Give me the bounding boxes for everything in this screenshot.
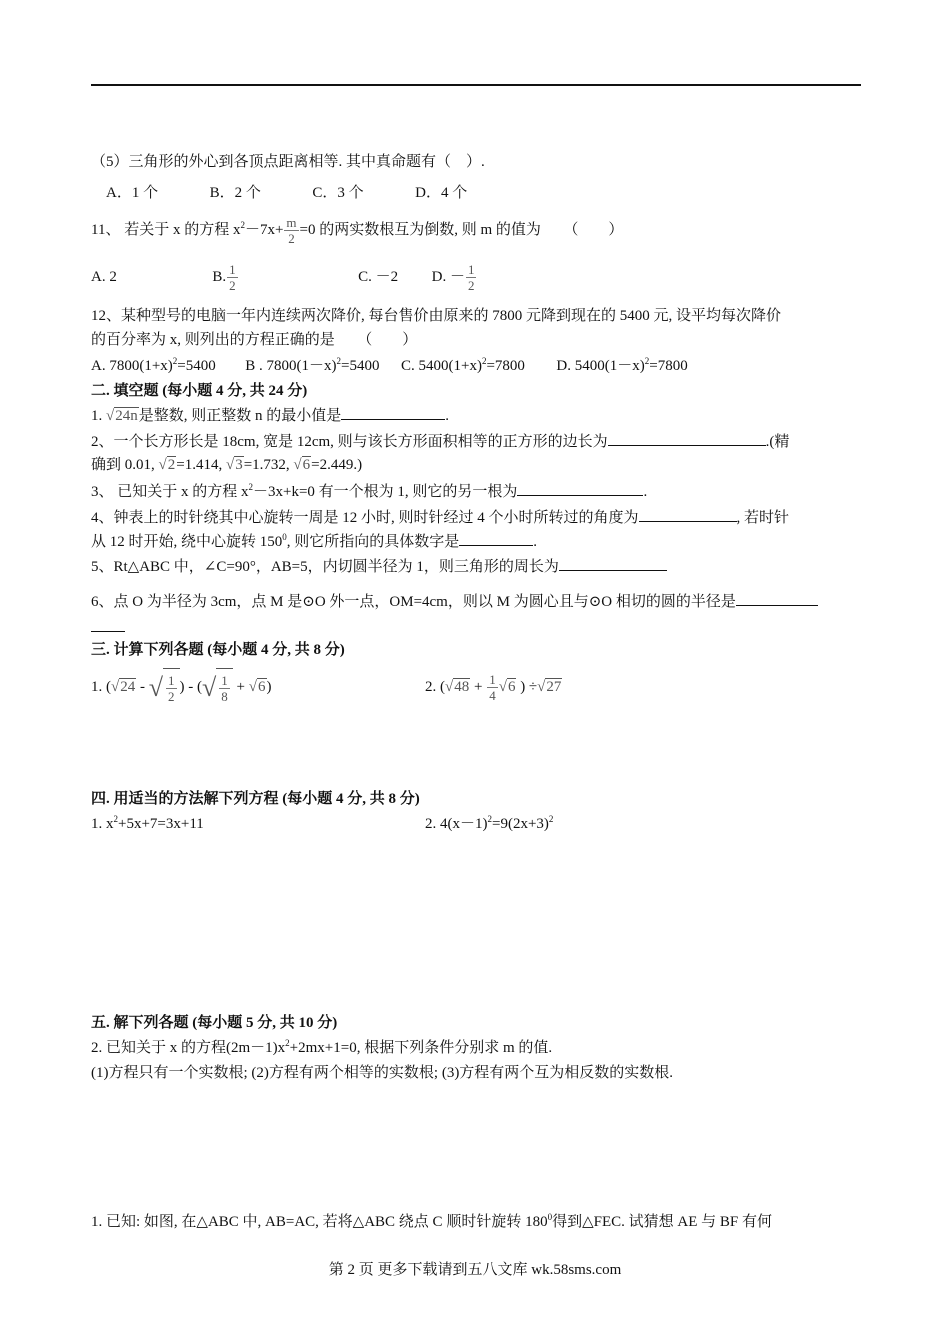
sec4-problem-1: 1. $x^2+5x+7=3x+11$ — [91, 814, 204, 832]
q11-option-b: B. $\frac{1}{2}$ — [212, 262, 236, 294]
sec2-q5: 5、Rt△ABC 中，∠C=90°，AB=5，内切圆半径为 1，则三角形的周长为 — [91, 556, 667, 577]
sec2-q6-blank[interactable] — [736, 591, 818, 606]
sec2-q4-blank-1[interactable] — [639, 507, 737, 522]
q10-options — [106, 183, 467, 203]
q10-option-c: C．3 个 — [312, 185, 364, 201]
q11-option-c: C. －2 — [358, 269, 399, 285]
sec2-q2-line2: 确到 0.01, √2=1.414, √3=1.732, √6=2.449.) — [91, 457, 363, 473]
q11-stem: 11、 若关于 x 的方程 $x^2-7x+$ $\frac{m}{2}$ =0 的两实数根互为倒数, 则 m 的值为 （ ） — [91, 215, 624, 246]
section-3-title: 三. 计算下列各题 (每小题 4 分, 共 8 分) — [91, 642, 345, 658]
q11-options — [91, 262, 477, 293]
q12-option-d: D. $5400(1-x)^2=7800$ — [556, 356, 688, 374]
page-footer: 第 2 页 更多下载请到五八文库 wk.58sms.com — [328, 1262, 622, 1278]
q12-option-c: C. $5400(1+x)^2=7800$ — [400, 356, 525, 374]
q10-option-d: D．4 个 — [415, 185, 468, 201]
sec3-problem-2: 2. (√48 + $\frac{1}{4}$ √6 ) ÷√27 — [425, 672, 562, 704]
sec2-q6: 6、点 O 为半径为 3cm，点 M 是⊙O 外一点，OM=4cm，则以 M 为圆心且与⊙O 相切的圆的半径是 — [91, 591, 818, 612]
sec2-q6-blank-cont[interactable] — [91, 617, 125, 632]
header-rule — [91, 84, 861, 86]
sec5-q1: 1. 已知: 如图, 在△ABC 中, AB=AC, 若将△ABC 绕点 C 顺时针旋转 $180^0$得到△FEC. 试猜想 AE 与 BF 有何 — [91, 1212, 772, 1230]
q12-option-b: B . $7800(1-x)^2=5400$ — [245, 356, 380, 374]
sec2-q2-blank[interactable] — [608, 431, 766, 446]
sec5-q2-line2: (1)方程只有一个实数根; (2)方程有两个相等的实数根; (3)方程有两个互为相反数的实数根. — [91, 1065, 674, 1081]
section-5-title: 五. 解下列各题 (每小题 5 分, 共 10 分) — [91, 1015, 338, 1031]
section-2-title: 二. 填空题 (每小题 4 分, 共 24 分) — [91, 383, 308, 399]
q11-fraction: $\frac{m}{2}$ — [286, 215, 297, 246]
sec2-q2-line1: 2、一个长方形长是 18cm, 宽是 12cm, 则与该长方形面积相等的正方形的边长为 .(精 — [91, 431, 789, 452]
q10-option-a: A．1 个 — [106, 185, 159, 201]
q11-option-a: A. 2 — [91, 269, 117, 285]
q11-option-d: D. － $\frac{1}{2}$ — [431, 262, 475, 294]
sec2-q3: 3、 已知关于 x 的方程 $x^2-3x+k=0$ 有一个根为 1, 则它的另一根为 . — [91, 482, 648, 500]
q12-line1: 12、某种型号的电脑一年内连续两次降价, 每台售价由原来的 7800 元降到现在的 5400 元, 设平均每次降价 — [91, 308, 782, 324]
section-4-title: 四. 用适当的方法解下列方程 (每小题 4 分, 共 8 分) — [91, 791, 420, 807]
q12-line2: 的百分率为 x, 则列出的方程正确的是 （ ） — [91, 332, 418, 348]
sec2-q4-line1: 4、钟表上的时针绕其中心旋转一周是 12 小时, 则时针经过 4 个小时所转过的角度为 , 若时针 — [91, 507, 789, 528]
sqrt-24n: √24n — [106, 408, 138, 424]
q12-option-a: A. $7800(1+x)^2=5400$ — [91, 356, 216, 374]
q10-option-b: B．2 个 — [209, 185, 261, 201]
sec2-q4-line2: 从 12 时开始, 绕中心旋转 $150^0$, 则它所指向的具体数字是 . — [91, 532, 538, 550]
sec3-problem-1: 1. (√24 - √ $\frac{1}{2}$ ) - ( √ $\frac{1}{8}$ + √6) — [91, 668, 272, 707]
sec2-q4-blank-2[interactable] — [459, 531, 533, 546]
sec4-problem-2: 2. $4(x-1)^2=9(2x+3)^2$ — [425, 814, 554, 832]
q12-options — [91, 356, 688, 376]
sec2-q1-blank[interactable] — [341, 405, 445, 420]
sec5-q2-line1: 2. 已知关于 x 的方程$(2m-1)x^2+2mx+1=0$, 根据下列条件分别求 m 的值. — [91, 1038, 553, 1056]
sec2-q1: 1. √24n是整数, 则正整数 n 的最小值是 . — [91, 405, 449, 426]
sec2-q5-blank[interactable] — [559, 556, 667, 571]
q10-statement-5: （5）三角形的外心到各顶点距离相等. 其中真命题有（ ）. — [91, 154, 485, 170]
sec2-q3-blank[interactable] — [517, 481, 643, 496]
